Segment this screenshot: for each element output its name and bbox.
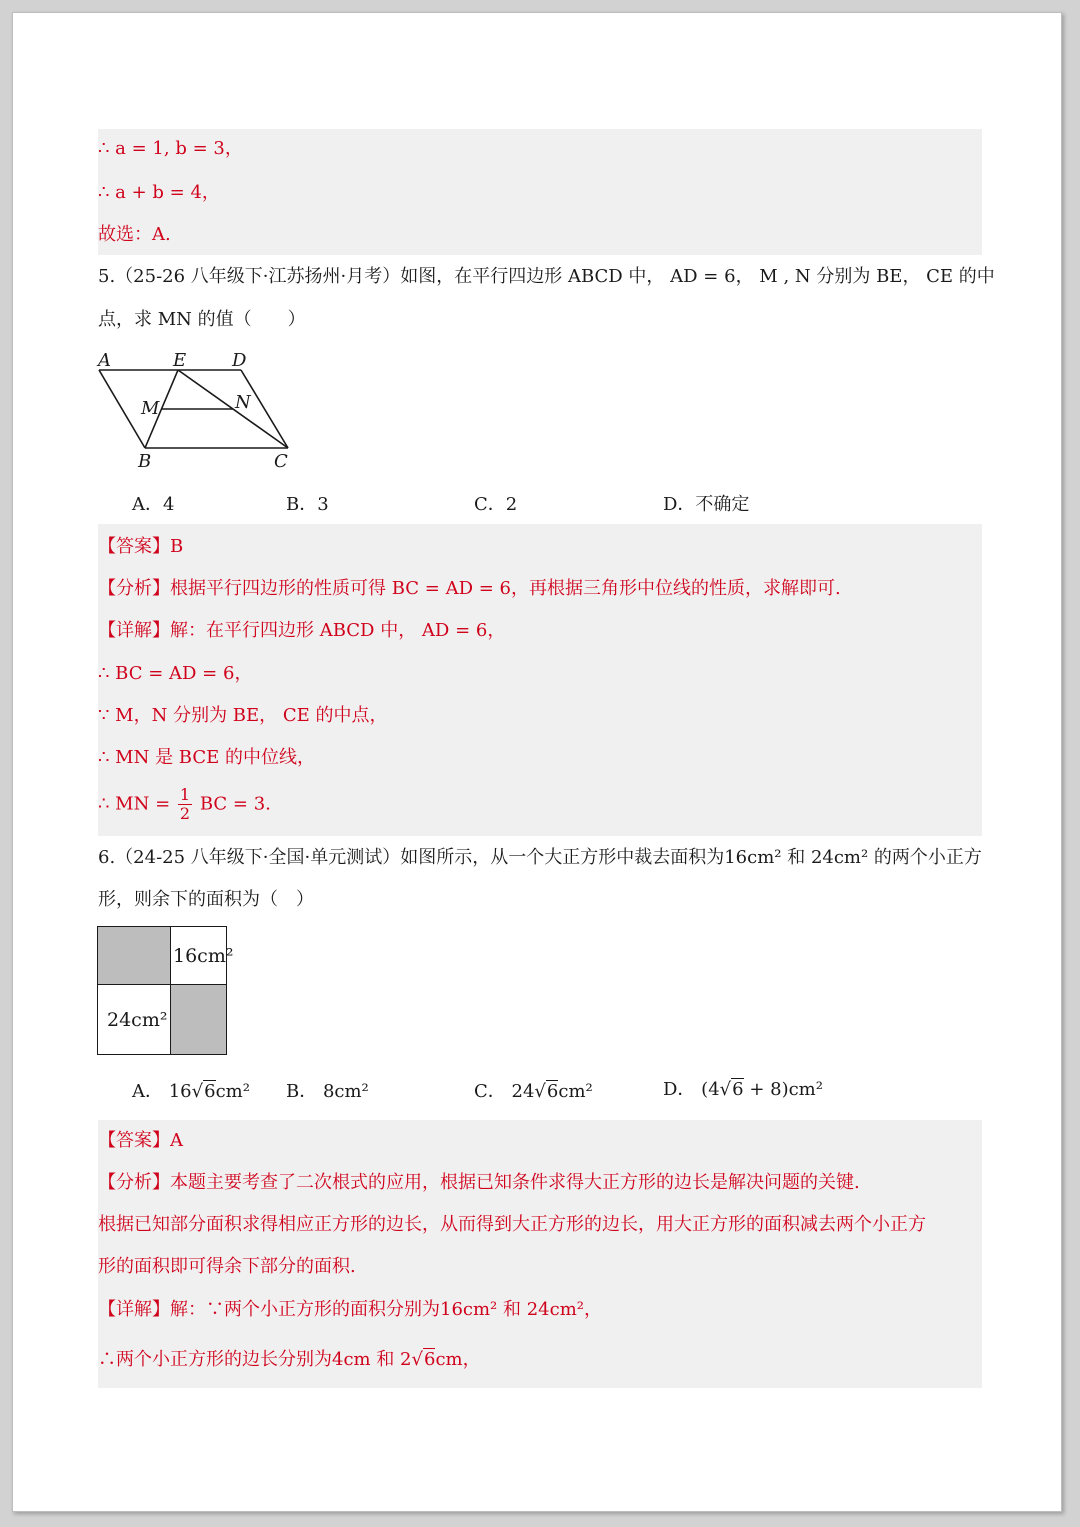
q5-detail-1: 【详解】解：在平行四边形 ABCD 中， AD = 6， [98, 620, 506, 641]
q6-option-a-prefix: A． [132, 1081, 163, 1102]
q6-option-d-unit: cm² [788, 1079, 823, 1100]
q5-detail-5 [98, 786, 271, 823]
q6-option-c-rad: 6 [546, 1081, 559, 1102]
label-D: D [232, 350, 247, 371]
q6-detail-2-pre: ∴两个小正方形的边长分别为4cm 和 2 [98, 1349, 412, 1370]
label-A: A [98, 350, 111, 371]
q6-detail-2-rad: 6 [423, 1349, 436, 1370]
q6-option-d-rest: + 8) [743, 1079, 789, 1100]
top-line-1: ∴ a = 1, b = 3， [98, 138, 243, 159]
gray-square-bottom-right [170, 984, 226, 1054]
q6-option-a-rad: 6 [204, 1081, 216, 1102]
label-E: E [173, 350, 187, 371]
q6-option-c-unit: cm² [558, 1081, 593, 1102]
label-B: B [138, 451, 152, 472]
q6-detail-1: 【详解】解：∵两个小正方形的面积分别为16cm² 和 24cm²， [98, 1299, 602, 1320]
q5-option-b: B．3 [286, 494, 329, 515]
q5-answer: 【答案】B [98, 536, 184, 557]
q5-stem-line-2: 点，求 MN 的值（ ） [98, 309, 306, 330]
q5-analysis: 【分析】根据平行四边形的性质可得 BC = AD = 6，再根据三角形中位线的性质，求解即可. [98, 578, 841, 599]
sqrt-symbol: √ [411, 1349, 423, 1370]
q5-detail-3: ∵ M，N 分别为 BE， CE 的中点， [98, 705, 388, 726]
square-16-label: 16cm² [173, 945, 234, 967]
top-line-2: ∴ a + b = 4， [98, 182, 220, 203]
q6-option-c-prefix: C． [474, 1081, 506, 1102]
sqrt-symbol: √ [719, 1079, 732, 1100]
gray-square-top-left [98, 927, 171, 985]
q5-option-a: A．4 [132, 494, 175, 515]
q6-option-a-unit: cm² [215, 1081, 250, 1102]
q5-option-c: C．2 [474, 494, 518, 515]
q6-detail-2 [98, 1348, 481, 1372]
q5-detail-2: ∴ BC = AD = 6， [98, 663, 253, 684]
fraction-one-half [178, 786, 192, 823]
label-N: N [235, 392, 251, 413]
q6-stem-line-2: 形，则余下的面积为（ ） [98, 889, 314, 910]
q6-analysis-1: 【分析】本题主要考查了二次根式的应用，根据已知条件求得大正方形的边长是解决问题的关键. [98, 1172, 860, 1193]
q6-option-d [663, 1078, 823, 1102]
square-24-label: 24cm² [107, 1009, 168, 1031]
label-M: M [141, 398, 160, 419]
q6-option-b: B． 8cm² [286, 1081, 369, 1102]
q6-option-d-open: (4 [701, 1079, 720, 1100]
q5-detail-5-post: BC = 3. [199, 793, 271, 815]
q5-detail-5-pre: ∴ MN = [98, 793, 171, 815]
q5-detail-4: ∴ MN 是 BCE 的中位线， [98, 747, 315, 768]
q5-parallelogram-figure [94, 346, 304, 476]
q6-option-a [132, 1080, 250, 1104]
label-C: C [274, 451, 288, 472]
q6-option-c [474, 1080, 593, 1104]
q6-option-d-prefix: D． [663, 1079, 696, 1100]
q6-stem-line-1: 6.（24-25 八年级下·全国·单元测试）如图所示，从一个大正方形中裁去面积为16cm² 和 24cm² 的两个小正方 [98, 847, 982, 868]
fraction-numerator: 1 [179, 785, 191, 804]
q5-option-d: D．不确定 [663, 494, 750, 515]
q6-answer: 【答案】A [98, 1130, 183, 1151]
q6-option-d-rad: 6 [732, 1079, 744, 1100]
sqrt-symbol: √ [534, 1081, 546, 1102]
fraction-denominator: 2 [179, 804, 191, 823]
q6-analysis-2: 根据已知部分面积求得相应正方形的边长，从而得到大正方形的边长，用大正方形的面积减去两个小正方 [98, 1214, 926, 1235]
q6-option-c-coef: 24 [511, 1081, 535, 1102]
q5-stem-line-1: 5.（25-26 八年级下·江苏扬州·月考）如图，在平行四边形 ABCD 中， AD = 6， M , N 分别为 BE， CE 的中 [98, 266, 995, 287]
top-line-3: 故选：A. [98, 224, 171, 245]
q6-option-a-coef: 16 [168, 1081, 192, 1102]
q6-squares-figure [97, 926, 234, 1055]
q6-analysis-3: 形的面积即可得余下部分的面积. [98, 1256, 356, 1277]
q6-detail-2-post: cm， [435, 1349, 481, 1370]
sqrt-symbol: √ [191, 1081, 204, 1102]
